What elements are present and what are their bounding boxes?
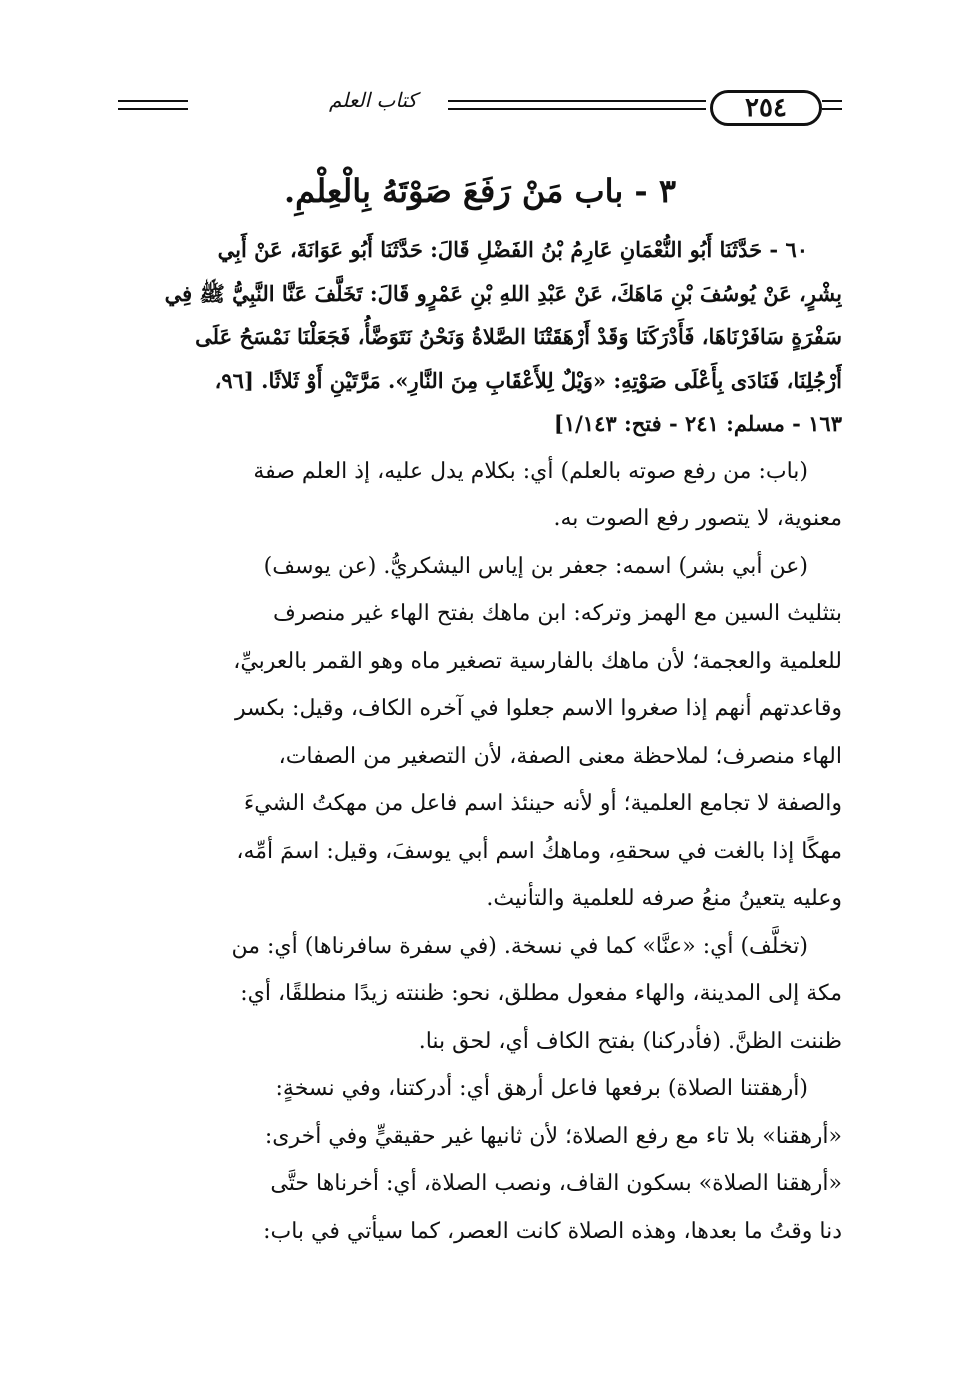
page-body xyxy=(118,228,842,1255)
commentary-paragraph xyxy=(118,923,842,1066)
commentary-line: دنا وقتُ ما بعدها، وهذه الصلاة كانت العصر، كما سيأتي في باب: xyxy=(263,1218,842,1244)
header-rule-right-lower xyxy=(822,108,842,110)
commentary-line: مكة إلى المدينة، والهاء مفعول مطلق، نحو: ظننته زيدًا منطلقًا، أي: xyxy=(240,981,842,1006)
commentary-line: (باب: من رفع صوته بالعلم) أي: بكلام يدل عليه، إذ العلم صفة xyxy=(253,458,808,484)
commentary-line: للعلمية والعجمة؛ لأن ماهك بالفارسية تصغير ماه وهو القمر بالعربيِّ، xyxy=(233,648,842,674)
book-title: كتاب العلم xyxy=(328,88,418,112)
commentary-line: مهكًا إذا بالغت في سحقهِ، وماهكُ اسم أبي يوسفَ، وقيل: اسمَ أمِّه، xyxy=(236,838,842,864)
commentary-line: بتثليث السين مع الهمز وتركه: ابن ماهك بفتح الهاء غير منصرف xyxy=(273,601,842,626)
commentary-line: والصفة لا تجامع العلمية؛ أو لأنه حينئذ اسم فاعل من مهكتُ الشيءَ xyxy=(243,791,842,816)
hadith-line: ٦٠ - حَدَّثَنَا أَبُو النُّعْمَانِ عَارِمُ بْنُ الفَضْلِ قَالَ: حَدَّثَنَا أَبُو عَوَانَةَ، عَنْ أَبِي xyxy=(217,237,808,262)
commentary-line: الهاء منصرف؛ لملاحظة معنى الصفة، لأن التصغير من الصفات، xyxy=(278,743,842,769)
hadith-text xyxy=(118,228,842,446)
hadith-line: أَرْجُلِنَا، فَنَادَى بِأَعْلَى صَوْتِهِ: «وَيْلٌ لِلأَعْقَابِ مِنَ النَّارِ». مَرَّتَيْنِ أَوْ ثَلاثًا. [٩٦، xyxy=(214,367,842,393)
header-rule-right xyxy=(822,100,842,102)
commentary-line: (تخلَّف) أي: «عنَّا» كما في نسخة. (في سفرة سافرناها) أي: من xyxy=(231,933,808,959)
hadith-reference-line: ١٦٣ - مسلم: ٢٤١ - فتح: ١/١٤٣] xyxy=(553,411,842,436)
header-rule-left xyxy=(118,100,188,102)
commentary-line: وقاعدتهم أنهم إذا صغروا الاسم جعلوا في آخره الكاف، وقيل: بكسر xyxy=(235,696,842,721)
commentary-line: وعليه يتعينُ منعُ صرفه للعلمية والتأنيث. xyxy=(486,886,842,911)
commentary-line: (أرهقتنا الصلاة) برفعها فاعل أرهق أي: أدركتنا، وفي نسخةٍ: xyxy=(275,1076,808,1101)
commentary-line: (عن أبي بشر) اسمه: جعفر بن إياس اليشكريُّ. (عن يوسف) xyxy=(263,553,808,579)
header-rule-middle xyxy=(448,100,706,102)
commentary-paragraph xyxy=(118,448,842,543)
hadith-line: سَفْرَةٍ سَافَرْنَاهَا، فَأَدْرَكَنَا وَقَدْ أَرْهَقَتْنَا الصَّلاةُ وَنَحْنُ نَتَوَضَّأُ، فَجَعَلْنَا نَمْسَحُ عَلَى xyxy=(195,324,842,349)
running-header xyxy=(118,82,840,132)
commentary-paragraph xyxy=(118,1065,842,1255)
header-rule-middle-lower xyxy=(448,108,706,110)
page-number-badge: ٢٥٤ xyxy=(710,90,822,126)
commentary-line: «أرهقنا» بلا تاء مع رفع الصلاة؛ لأن ثانيها غير حقيقيٍّ وفي أخرى: xyxy=(264,1123,842,1149)
commentary-line: معنوية، لا يتصور رفع الصوت به. xyxy=(553,506,842,531)
commentary-line: ظننت الظنَّ. (فأدركنا) بفتح الكاف أي، لحق بنا. xyxy=(418,1028,842,1054)
commentary-paragraph xyxy=(118,543,842,923)
hadith-line: بِشْرٍ، عَنْ يُوسُفَ بْنِ مَاهَكَ، عَنْ عَبْدِ اللهِ بْنِ عَمْرٍو قَالَ: تَخَلَّفَ عَنَّا النَّبِيُّ ﷺ فِي xyxy=(164,280,842,306)
header-rule-left-lower xyxy=(118,108,188,110)
chapter-title: ٣ - باب مَنْ رَفَعَ صَوْتَهُ بِالْعِلْمِ. xyxy=(283,172,676,210)
commentary-line: «أرهقنا الصلاة» بسكون القاف، ونصب الصلاة، أي: أخرناها حتَّى xyxy=(270,1171,842,1196)
